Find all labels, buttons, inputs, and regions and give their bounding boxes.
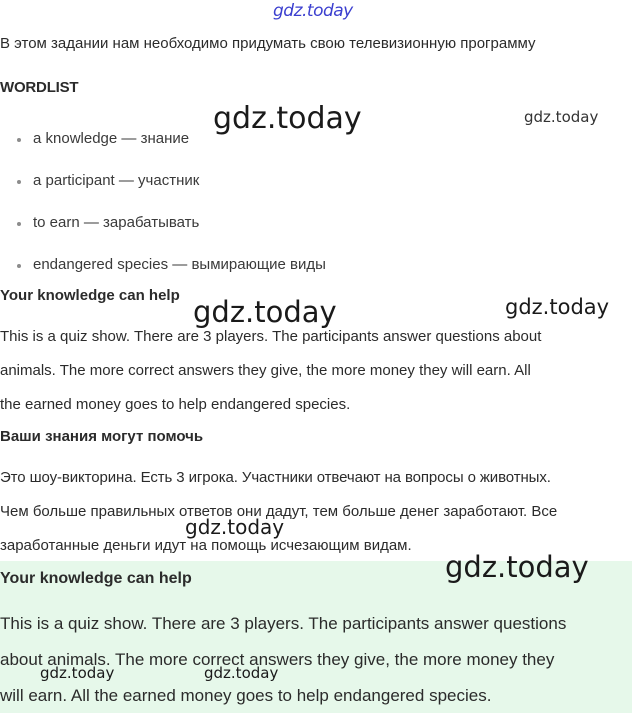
watermark: gdz.today [445,550,589,584]
watermark: gdz.today [193,295,337,329]
english-line: the earned money goes to help endangered species. [0,396,351,413]
wordlist-term: a knowledge — знание [33,130,190,147]
russian-line: Это шоу-викторина. Есть 3 игрока. Участники отвечают на вопросы о животных. [0,469,551,486]
bullet-icon [17,180,21,184]
watermark: gdz.today [40,664,115,682]
bullet-icon [17,138,21,142]
answer-line: This is a quiz show. There are 3 players. The participants answer questions [0,614,567,633]
wordlist-title: WORDLIST [0,79,79,96]
russian-line: Чем больше правильных ответов они дадут, тем больше денег заработают. Все [0,503,558,520]
answer-line: about animals. The more correct answers they give, the more money they [0,650,555,669]
bullet-icon [17,222,21,226]
bullet-icon [17,264,21,268]
wordlist-term: to earn — зарабатывать [33,214,200,231]
english-heading: Your knowledge can help [0,287,180,304]
watermark: gdz.today [185,515,285,539]
watermark: gdz.today [213,101,362,136]
intro-text: В этом задании нам необходимо придумать свою телевизионную программу [0,35,536,52]
site-logo-watermark: gdz.today [273,1,353,21]
russian-heading: Ваши знания могут помочь [0,428,204,445]
wordlist-term: a participant — участник [33,172,200,189]
english-line: animals. The more correct answers they give, the more money they will earn. All [0,362,531,379]
watermark: gdz.today [524,108,599,126]
wordlist-term: endangered species — вымирающие виды [33,256,326,273]
watermark: gdz.today [204,664,279,682]
english-line: This is a quiz show. There are 3 players. The participants answer questions about [0,328,542,345]
russian-line: заработанные деньги идут на помощь исчезающим видам. [0,537,412,554]
answer-line: will earn. All the earned money goes to help endangered species. [0,686,492,705]
watermark: gdz.today [505,295,610,319]
answer-heading: Your knowledge can help [0,570,192,587]
